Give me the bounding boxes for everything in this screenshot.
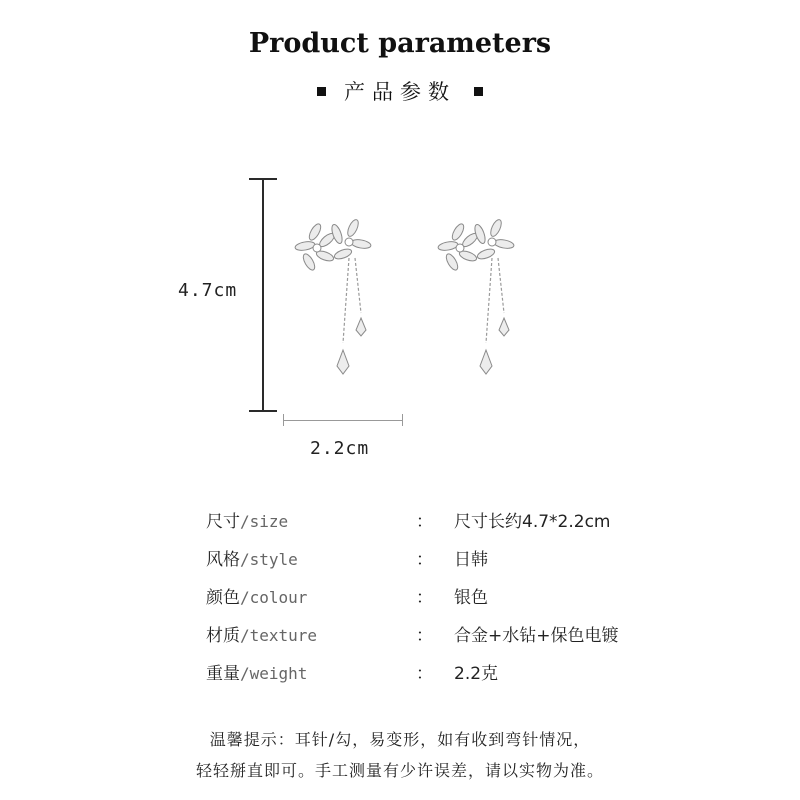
spec-label-cn: 材质: [206, 625, 240, 646]
spec-colon: ：: [416, 625, 433, 646]
square-bullet-icon: [474, 87, 483, 96]
spec-colon: ：: [416, 549, 433, 570]
earring-image-left: [285, 218, 385, 398]
height-dimension-cap-bottom: [249, 410, 277, 412]
width-dimension-cap-right: [402, 414, 403, 426]
notice-line-2: 轻轻掰直即可。手工测量有少许误差，请以实物为准。: [195, 761, 604, 780]
height-label: 4.7cm: [178, 280, 238, 301]
spec-colon: ：: [416, 511, 433, 532]
square-bullet-icon: [317, 87, 326, 96]
spec-value-colour: 银色: [454, 587, 488, 608]
spec-value-style: 日韩: [454, 549, 488, 570]
spec-row-weight: [206, 652, 686, 690]
spec-label-cn: 风格: [206, 549, 240, 570]
spec-label-en: /weight: [240, 663, 308, 683]
spec-value-size: 尺寸长约4.7*2.2cm: [454, 511, 611, 532]
width-dimension-cap-left: [283, 414, 284, 426]
spec-label-en: /colour: [240, 587, 308, 607]
notice-line-1: 温馨提示：耳针/勾，易变形，如有收到弯针情况，: [209, 730, 591, 749]
spec-label: [206, 621, 416, 646]
spec-label-cn: 尺寸: [206, 511, 240, 532]
spec-row-texture: [206, 614, 686, 652]
spec-row-colour: [206, 576, 686, 614]
spec-label-en: /texture: [240, 625, 318, 645]
spec-label-cn: 重量: [206, 663, 240, 684]
spec-colon: ：: [416, 587, 433, 608]
spec-table: [206, 500, 686, 690]
page-title: Product parameters: [248, 28, 552, 59]
notice-text: [0, 724, 800, 786]
width-label: 2.2cm: [310, 438, 370, 459]
height-dimension-line: [262, 178, 264, 412]
spec-label: [206, 659, 416, 684]
spec-colon: ：: [416, 663, 433, 684]
spec-label: [206, 583, 416, 608]
spec-row-size: [206, 500, 686, 538]
height-dimension-cap-top: [249, 178, 277, 180]
spec-label-cn: 颜色: [206, 587, 240, 608]
subtitle-text: 产品参数: [344, 80, 456, 104]
spec-label: [206, 507, 416, 532]
spec-value-texture: 合金+水钻+保色电镀: [454, 625, 619, 646]
earring-image-right: [428, 218, 528, 398]
spec-label-en: /size: [240, 511, 289, 531]
width-dimension-line: [283, 420, 403, 421]
page-subtitle: [0, 76, 800, 106]
spec-value-weight: 2.2克: [454, 663, 499, 684]
spec-label-en: /style: [240, 549, 298, 569]
spec-label: [206, 545, 416, 570]
spec-row-style: [206, 538, 686, 576]
